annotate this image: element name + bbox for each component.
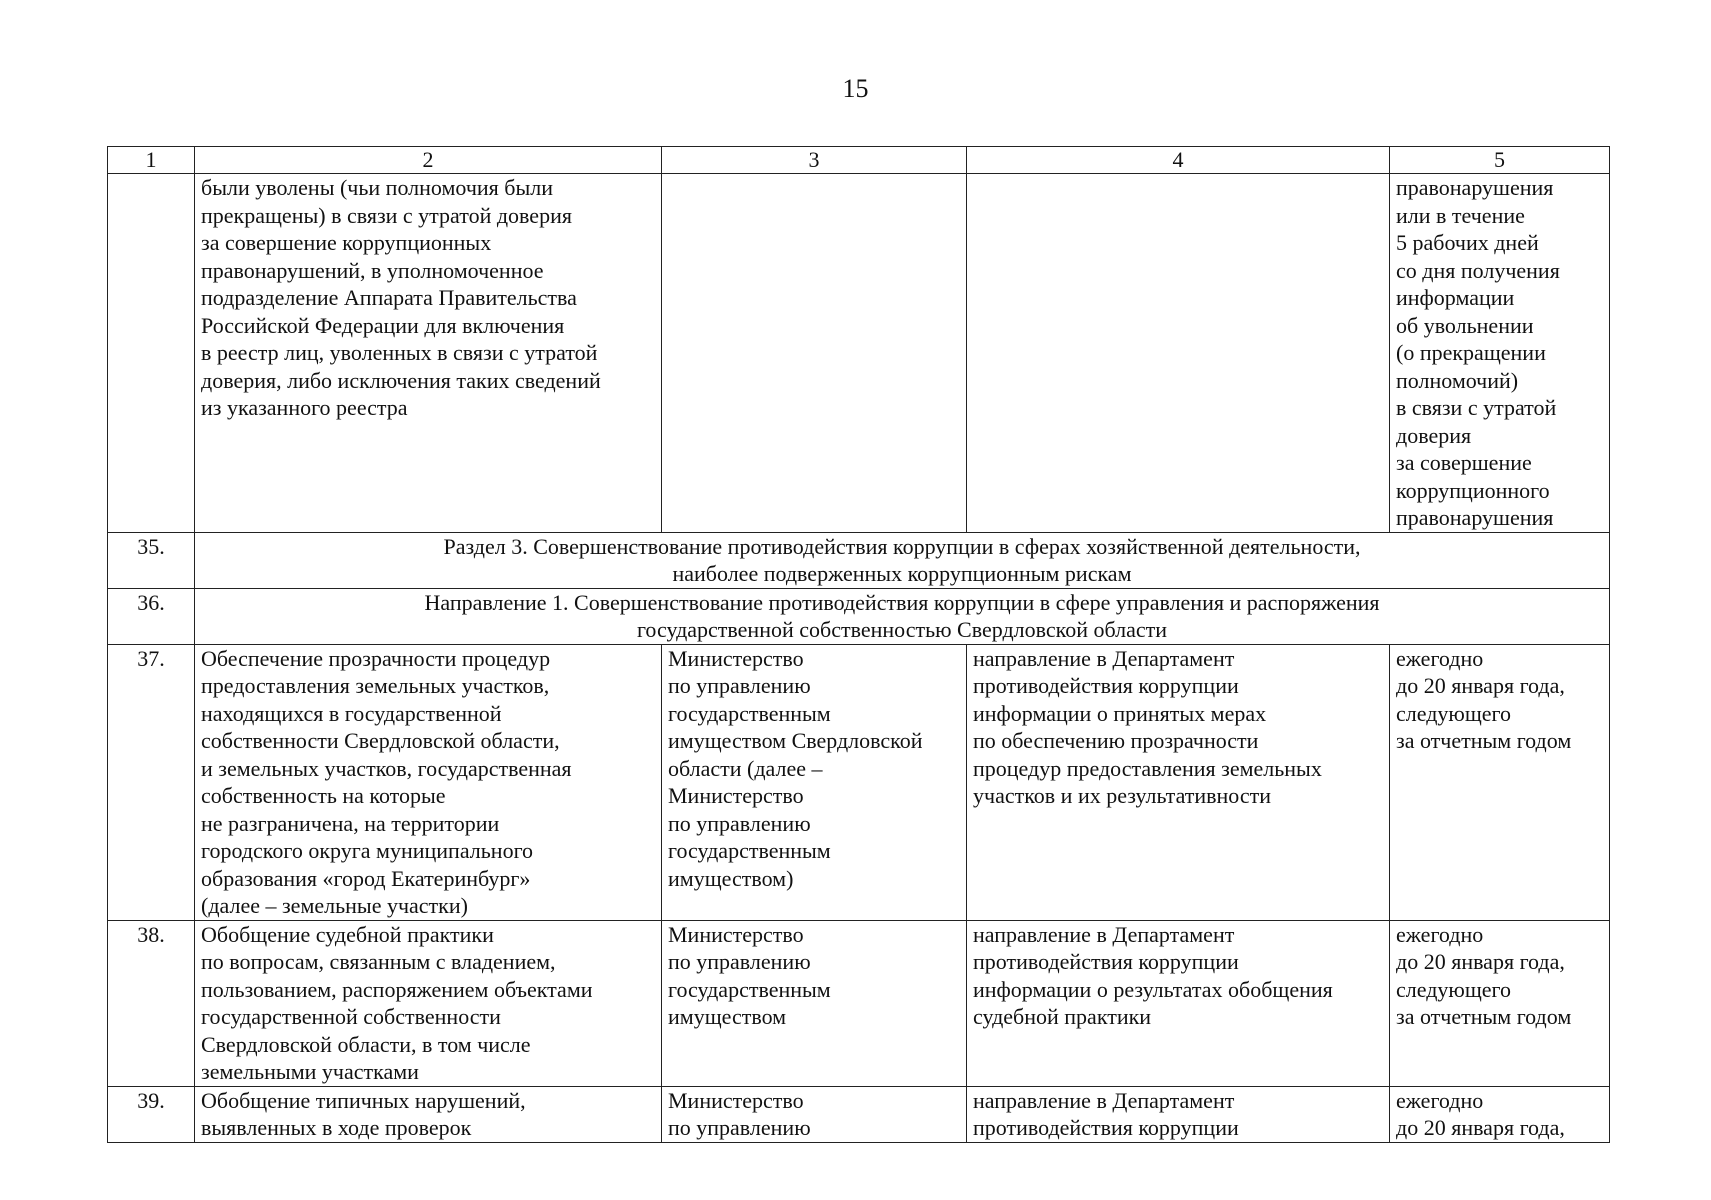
row-number-cell: 35.	[108, 532, 195, 588]
row-number-cell	[108, 174, 195, 533]
result-cell: направление в Департамент противодействия коррупции	[967, 1086, 1390, 1142]
deadline-cell: правонарушения или в течение 5 рабочих дней со дня получения информации об увольнении (о прекращении полномочий) в связи с утратой доверия за совершение коррупционного правонарушения	[1390, 174, 1610, 533]
direction-title: Направление 1. Совершенствование противодействия коррупции в сфере управления и распоряжения государственной собственностью Свердловской области	[195, 588, 1610, 644]
row-number-cell: 39.	[108, 1086, 195, 1142]
deadline-cell: ежегодно до 20 января года,	[1390, 1086, 1610, 1142]
section-row	[108, 588, 1610, 644]
measures-table	[107, 146, 1610, 1143]
continuation-row	[108, 174, 1610, 533]
executor-cell: Министерство по управлению	[662, 1086, 967, 1142]
column-number: 1	[108, 147, 195, 174]
executor-cell: Министерство по управлению государственным имуществом Свердловской области (далее – Министерство по управлению государственным имуществом)	[662, 644, 967, 920]
executor-cell	[662, 174, 967, 533]
table-row	[108, 644, 1610, 920]
table-row	[108, 1086, 1610, 1142]
table-row	[108, 920, 1610, 1086]
result-cell	[967, 174, 1390, 533]
deadline-cell: ежегодно до 20 января года, следующего за отчетным годом	[1390, 920, 1610, 1086]
column-number-row	[108, 147, 1610, 174]
measure-cell: Обеспечение прозрачности процедур предоставления земельных участков, находящихся в государственной собственности Свердловской области, и земельных участков, государственная собственность на которые не разграничена, на территории городского округа муниципального образования «город Екатеринбург» (далее – земельные участки)	[195, 644, 662, 920]
result-cell: направление в Департамент противодействия коррупции информации о результатах обобщения судебной практики	[967, 920, 1390, 1086]
measure-cell: были уволены (чьи полномочия были прекращены) в связи с утратой доверия за совершение коррупционных правонарушений, в уполномоченное подразделение Аппарата Правительства Российской Федерации для включения в реестр лиц, уволенных в связи с утратой доверия, либо исключения таких сведений из указанного реестра	[195, 174, 662, 533]
column-number: 3	[662, 147, 967, 174]
page-number: 15	[842, 74, 869, 103]
column-number: 5	[1390, 147, 1610, 174]
row-number-cell: 37.	[108, 644, 195, 920]
measure-cell: Обобщение судебной практики по вопросам, связанным с владением, пользованием, распоряжением объектами государственной собственности Свердловской области, в том числе земельными участками	[195, 920, 662, 1086]
column-number: 4	[967, 147, 1390, 174]
row-number-cell: 36.	[108, 588, 195, 644]
section-title: Раздел 3. Совершенствование противодействия коррупции в сферах хозяйственной деятельности, наиболее подверженных коррупционным рискам	[195, 532, 1610, 588]
measure-cell: Обобщение типичных нарушений, выявленных в ходе проверок	[195, 1086, 662, 1142]
section-row	[108, 532, 1610, 588]
row-number-cell: 38.	[108, 920, 195, 1086]
result-cell: направление в Департамент противодействия коррупции информации о принятых мерах по обеспечению прозрачности процедур предоставления земельных участков и их результативности	[967, 644, 1390, 920]
executor-cell: Министерство по управлению государственным имуществом	[662, 920, 967, 1086]
deadline-cell: ежегодно до 20 января года, следующего за отчетным годом	[1390, 644, 1610, 920]
column-number: 2	[195, 147, 662, 174]
